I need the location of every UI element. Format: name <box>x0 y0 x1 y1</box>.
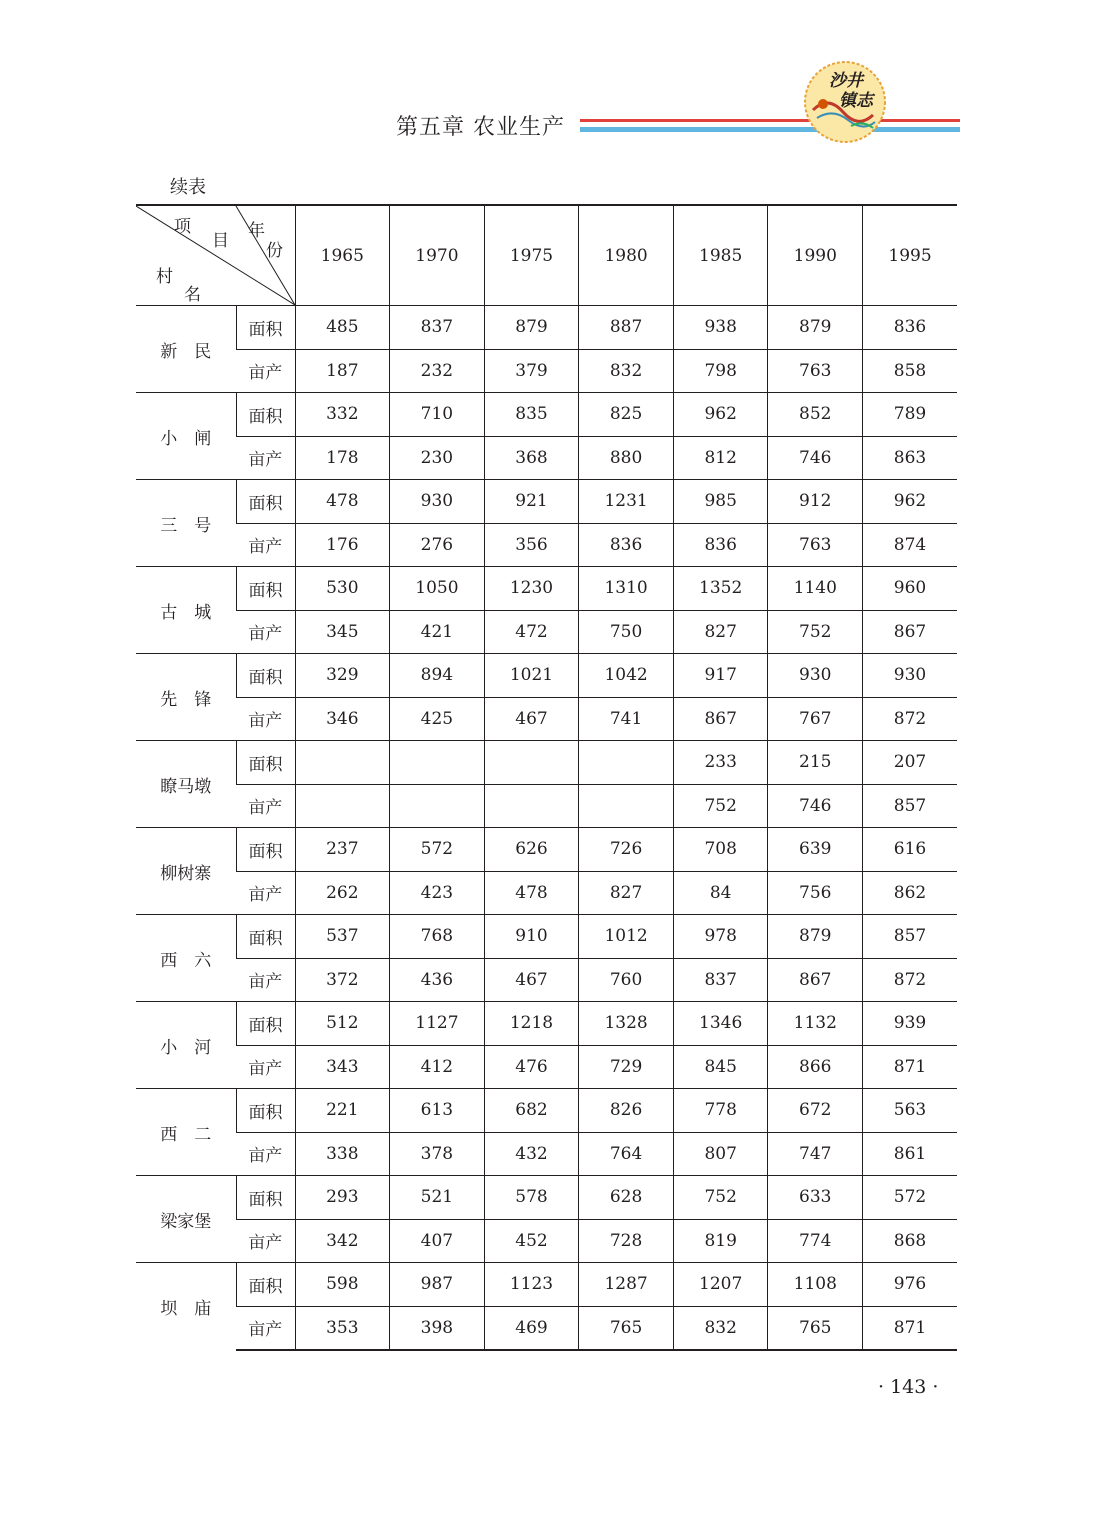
table-row <box>136 306 957 350</box>
table-cell: 887 <box>579 306 674 350</box>
metric-label-area: 面积 <box>236 393 295 437</box>
table-cell: 578 <box>484 1176 579 1220</box>
seal-text-bottom: 镇志 <box>839 91 873 111</box>
table-cell: 452 <box>484 1219 579 1263</box>
table-cell: 752 <box>768 610 863 654</box>
village-name-cell: 三 号 <box>136 480 236 567</box>
table-cell: 746 <box>768 784 863 828</box>
table-cell: 176 <box>295 523 390 567</box>
metric-label-yield: 亩产 <box>236 349 295 393</box>
table-cell: 345 <box>295 610 390 654</box>
table-cell: 626 <box>484 828 579 872</box>
corner-item-char-2: 目 <box>212 231 229 251</box>
table-cell <box>390 784 485 828</box>
table-cell: 930 <box>390 480 485 524</box>
village-name-cell: 先 锋 <box>136 654 236 741</box>
metric-label-yield: 亩产 <box>236 1132 295 1176</box>
header-rule-blue <box>580 127 960 132</box>
table-cell: 1230 <box>484 567 579 611</box>
table-cell: 871 <box>863 1306 957 1350</box>
table-cell: 763 <box>768 349 863 393</box>
table-cell: 379 <box>484 349 579 393</box>
table-cell: 985 <box>673 480 768 524</box>
corner-year-char-1: 年 <box>248 221 265 241</box>
table-cell: 237 <box>295 828 390 872</box>
table-cell: 763 <box>768 523 863 567</box>
table-cell: 1218 <box>484 1002 579 1046</box>
table-cell: 232 <box>390 349 485 393</box>
table-cell: 756 <box>768 871 863 915</box>
table-cell: 1310 <box>579 567 674 611</box>
table-cell: 572 <box>390 828 485 872</box>
table-cell: 356 <box>484 523 579 567</box>
table-cell: 894 <box>390 654 485 698</box>
metric-label-area: 面积 <box>236 1176 295 1220</box>
metric-label-yield: 亩产 <box>236 871 295 915</box>
table-cell: 879 <box>768 306 863 350</box>
village-name-cell: 西 六 <box>136 915 236 1002</box>
table-row <box>136 393 957 437</box>
village-name-cell: 坝 庙 <box>136 1263 236 1350</box>
table-cell: 747 <box>768 1132 863 1176</box>
table-cell: 616 <box>863 828 957 872</box>
table-cell: 1132 <box>768 1002 863 1046</box>
table-cell: 962 <box>863 480 957 524</box>
table-cell: 572 <box>863 1176 957 1220</box>
metric-label-area: 面积 <box>236 915 295 959</box>
corner-village-char-1: 村 <box>156 267 173 287</box>
year-header-1975: 1975 <box>484 205 579 306</box>
table-cell: 467 <box>484 958 579 1002</box>
table-cell: 1021 <box>484 654 579 698</box>
table-row <box>136 1176 957 1220</box>
table-cell: 857 <box>863 915 957 959</box>
table-cell: 917 <box>673 654 768 698</box>
table-cell: 187 <box>295 349 390 393</box>
table-cell: 879 <box>484 306 579 350</box>
table-cell: 329 <box>295 654 390 698</box>
table-row <box>136 610 957 654</box>
year-header-1990: 1990 <box>768 205 863 306</box>
village-name-cell: 柳树寨 <box>136 828 236 915</box>
table-cell: 342 <box>295 1219 390 1263</box>
year-header-1965: 1965 <box>295 205 390 306</box>
table-cell: 1207 <box>673 1263 768 1307</box>
table-cell: 708 <box>673 828 768 872</box>
table-cell: 774 <box>768 1219 863 1263</box>
table-row <box>136 567 957 611</box>
table-cell: 789 <box>863 393 957 437</box>
table-cell: 469 <box>484 1306 579 1350</box>
table-cell <box>390 741 485 785</box>
table-cell: 764 <box>579 1132 674 1176</box>
table-cell: 819 <box>673 1219 768 1263</box>
table-cell: 332 <box>295 393 390 437</box>
table-cell <box>484 741 579 785</box>
table-cell: 827 <box>579 871 674 915</box>
table-row <box>136 1219 957 1263</box>
table-cell: 230 <box>390 436 485 480</box>
table-row <box>136 1002 957 1046</box>
table-cell: 1140 <box>768 567 863 611</box>
table-cell: 368 <box>484 436 579 480</box>
table-cell <box>295 784 390 828</box>
table-cell: 976 <box>863 1263 957 1307</box>
table-cell: 521 <box>390 1176 485 1220</box>
table-row <box>136 871 957 915</box>
table-cell: 836 <box>579 523 674 567</box>
table-cell: 826 <box>579 1089 674 1133</box>
village-name-cell: 西 二 <box>136 1089 236 1176</box>
table-cell <box>295 741 390 785</box>
table-cell: 563 <box>863 1089 957 1133</box>
metric-label-area: 面积 <box>236 654 295 698</box>
table-cell: 825 <box>579 393 674 437</box>
table-cell: 478 <box>484 871 579 915</box>
table-row <box>136 436 957 480</box>
corner-village-char-2: 名 <box>184 285 201 305</box>
village-name-cell: 小 河 <box>136 1002 236 1089</box>
metric-label-yield: 亩产 <box>236 1306 295 1350</box>
table-cell: 221 <box>295 1089 390 1133</box>
table-cell: 765 <box>579 1306 674 1350</box>
corner-item-char-1: 项 <box>174 217 191 237</box>
table-row <box>136 349 957 393</box>
table-cell: 858 <box>863 349 957 393</box>
metric-label-area: 面积 <box>236 1002 295 1046</box>
table-cell: 1108 <box>768 1263 863 1307</box>
table-cell: 832 <box>579 349 674 393</box>
table-cell: 1287 <box>579 1263 674 1307</box>
table-cell: 912 <box>768 480 863 524</box>
table-cell: 832 <box>673 1306 768 1350</box>
table-cell: 729 <box>579 1045 674 1089</box>
table-cell: 343 <box>295 1045 390 1089</box>
table-cell: 862 <box>863 871 957 915</box>
table-cell: 353 <box>295 1306 390 1350</box>
table-cell: 407 <box>390 1219 485 1263</box>
continued-table-label: 续表 <box>170 177 206 198</box>
table-cell: 872 <box>863 697 957 741</box>
table-cell: 812 <box>673 436 768 480</box>
table-row <box>136 697 957 741</box>
table-row <box>136 741 957 785</box>
table-cell: 512 <box>295 1002 390 1046</box>
table-cell: 423 <box>390 871 485 915</box>
table-cell: 628 <box>579 1176 674 1220</box>
table-cell: 939 <box>863 1002 957 1046</box>
table-cell: 868 <box>863 1219 957 1263</box>
table-cell: 871 <box>863 1045 957 1089</box>
table-cell: 778 <box>673 1089 768 1133</box>
table-row <box>136 1263 957 1307</box>
table-cell: 750 <box>579 610 674 654</box>
table-cell: 760 <box>579 958 674 1002</box>
town-gazetteer-seal <box>803 60 887 144</box>
table-cell: 752 <box>673 784 768 828</box>
table-cell: 1127 <box>390 1002 485 1046</box>
header-rule-red <box>580 119 960 122</box>
table-row <box>136 1089 957 1133</box>
table-cell: 1231 <box>579 480 674 524</box>
table-row <box>136 1045 957 1089</box>
table-cell: 861 <box>863 1132 957 1176</box>
table-cell: 1328 <box>579 1002 674 1046</box>
table-row <box>136 784 957 828</box>
table-cell: 1042 <box>579 654 674 698</box>
metric-label-area: 面积 <box>236 1263 295 1307</box>
table-cell: 987 <box>390 1263 485 1307</box>
table-cell: 613 <box>390 1089 485 1133</box>
table-cell: 767 <box>768 697 863 741</box>
table-row <box>136 480 957 524</box>
table-row <box>136 915 957 959</box>
metric-label-area: 面积 <box>236 828 295 872</box>
table-cell: 872 <box>863 958 957 1002</box>
table-cell: 752 <box>673 1176 768 1220</box>
table-cell: 293 <box>295 1176 390 1220</box>
table-cell: 845 <box>673 1045 768 1089</box>
village-name-cell: 小 闸 <box>136 393 236 480</box>
metric-label-area: 面积 <box>236 306 295 350</box>
table-header-row <box>136 205 957 306</box>
table-cell: 910 <box>484 915 579 959</box>
table-cell: 346 <box>295 697 390 741</box>
table-cell: 338 <box>295 1132 390 1176</box>
table-cell: 768 <box>390 915 485 959</box>
metric-label-yield: 亩产 <box>236 697 295 741</box>
table-cell: 728 <box>579 1219 674 1263</box>
table-cell: 827 <box>673 610 768 654</box>
year-header-1995: 1995 <box>863 205 957 306</box>
table-cell: 1346 <box>673 1002 768 1046</box>
village-name-cell: 梁家堡 <box>136 1176 236 1263</box>
table-cell: 867 <box>768 958 863 1002</box>
table-cell: 857 <box>863 784 957 828</box>
table-cell: 921 <box>484 480 579 524</box>
table-cell: 874 <box>863 523 957 567</box>
table-cell: 432 <box>484 1132 579 1176</box>
table-cell: 1012 <box>579 915 674 959</box>
metric-label-yield: 亩产 <box>236 784 295 828</box>
table-cell <box>579 784 674 828</box>
metric-label-yield: 亩产 <box>236 610 295 654</box>
metric-label-area: 面积 <box>236 1089 295 1133</box>
table-cell: 682 <box>484 1089 579 1133</box>
table-cell: 807 <box>673 1132 768 1176</box>
table-cell: 835 <box>484 393 579 437</box>
table-row <box>136 958 957 1002</box>
table-cell: 207 <box>863 741 957 785</box>
table-cell: 233 <box>673 741 768 785</box>
table-cell: 1050 <box>390 567 485 611</box>
metric-label-yield: 亩产 <box>236 1045 295 1089</box>
year-header-1985: 1985 <box>673 205 768 306</box>
table-cell: 798 <box>673 349 768 393</box>
table-body <box>136 306 957 1350</box>
table-cell: 467 <box>484 697 579 741</box>
agriculture-data-table <box>136 204 957 1351</box>
table-cell: 537 <box>295 915 390 959</box>
table-cell: 837 <box>673 958 768 1002</box>
village-name-cell: 瞭马墩 <box>136 741 236 828</box>
metric-label-area: 面积 <box>236 741 295 785</box>
table-cell: 639 <box>768 828 863 872</box>
table-cell: 938 <box>673 306 768 350</box>
table-cell: 741 <box>579 697 674 741</box>
table-cell: 1123 <box>484 1263 579 1307</box>
table-cell: 425 <box>390 697 485 741</box>
corner-year-char-2: 份 <box>266 241 283 261</box>
table-cell: 421 <box>390 610 485 654</box>
table-cell: 530 <box>295 567 390 611</box>
table-cell: 836 <box>673 523 768 567</box>
table-cell: 633 <box>768 1176 863 1220</box>
table-cell: 476 <box>484 1045 579 1089</box>
village-name-cell: 古 城 <box>136 567 236 654</box>
table-cell: 962 <box>673 393 768 437</box>
table-cell: 837 <box>390 306 485 350</box>
metric-label-yield: 亩产 <box>236 1219 295 1263</box>
table-cell: 880 <box>579 436 674 480</box>
table-cell: 478 <box>295 480 390 524</box>
table-cell: 84 <box>673 871 768 915</box>
table-cell <box>484 784 579 828</box>
table-cell: 978 <box>673 915 768 959</box>
table-cell: 879 <box>768 915 863 959</box>
table-cell: 398 <box>390 1306 485 1350</box>
table-cell: 866 <box>768 1045 863 1089</box>
chapter-title: 第五章 农业生产 <box>396 115 565 140</box>
table-cell: 836 <box>863 306 957 350</box>
table-cell: 472 <box>484 610 579 654</box>
table-cell: 867 <box>673 697 768 741</box>
seal-text-top: 沙井 <box>829 71 863 91</box>
table-cell: 930 <box>863 654 957 698</box>
table-cell: 436 <box>390 958 485 1002</box>
metric-label-yield: 亩产 <box>236 958 295 1002</box>
metric-label-yield: 亩产 <box>236 523 295 567</box>
metric-label-area: 面积 <box>236 480 295 524</box>
table-cell: 215 <box>768 741 863 785</box>
table-cell: 852 <box>768 393 863 437</box>
table-cell: 178 <box>295 436 390 480</box>
year-header-1980: 1980 <box>579 205 674 306</box>
table-cell: 710 <box>390 393 485 437</box>
table-cell: 672 <box>768 1089 863 1133</box>
metric-label-yield: 亩产 <box>236 436 295 480</box>
table-cell: 372 <box>295 958 390 1002</box>
corner-header-cell <box>136 205 295 306</box>
table-cell: 1352 <box>673 567 768 611</box>
table-cell <box>579 741 674 785</box>
table-cell: 276 <box>390 523 485 567</box>
table-row <box>136 523 957 567</box>
table-cell: 378 <box>390 1132 485 1176</box>
table-cell: 726 <box>579 828 674 872</box>
year-header-1970: 1970 <box>390 205 485 306</box>
table-cell: 867 <box>863 610 957 654</box>
page-number: · 143 · <box>878 1376 939 1398</box>
table-cell: 960 <box>863 567 957 611</box>
table-cell: 746 <box>768 436 863 480</box>
table-cell: 598 <box>295 1263 390 1307</box>
table-cell: 262 <box>295 871 390 915</box>
table-cell: 765 <box>768 1306 863 1350</box>
table-cell: 412 <box>390 1045 485 1089</box>
table-cell: 485 <box>295 306 390 350</box>
table-cell: 930 <box>768 654 863 698</box>
table-row <box>136 654 957 698</box>
village-name-cell: 新 民 <box>136 306 236 393</box>
table-row <box>136 1306 957 1350</box>
table-row <box>136 828 957 872</box>
table-cell: 863 <box>863 436 957 480</box>
table-row <box>136 1132 957 1176</box>
metric-label-area: 面积 <box>236 567 295 611</box>
